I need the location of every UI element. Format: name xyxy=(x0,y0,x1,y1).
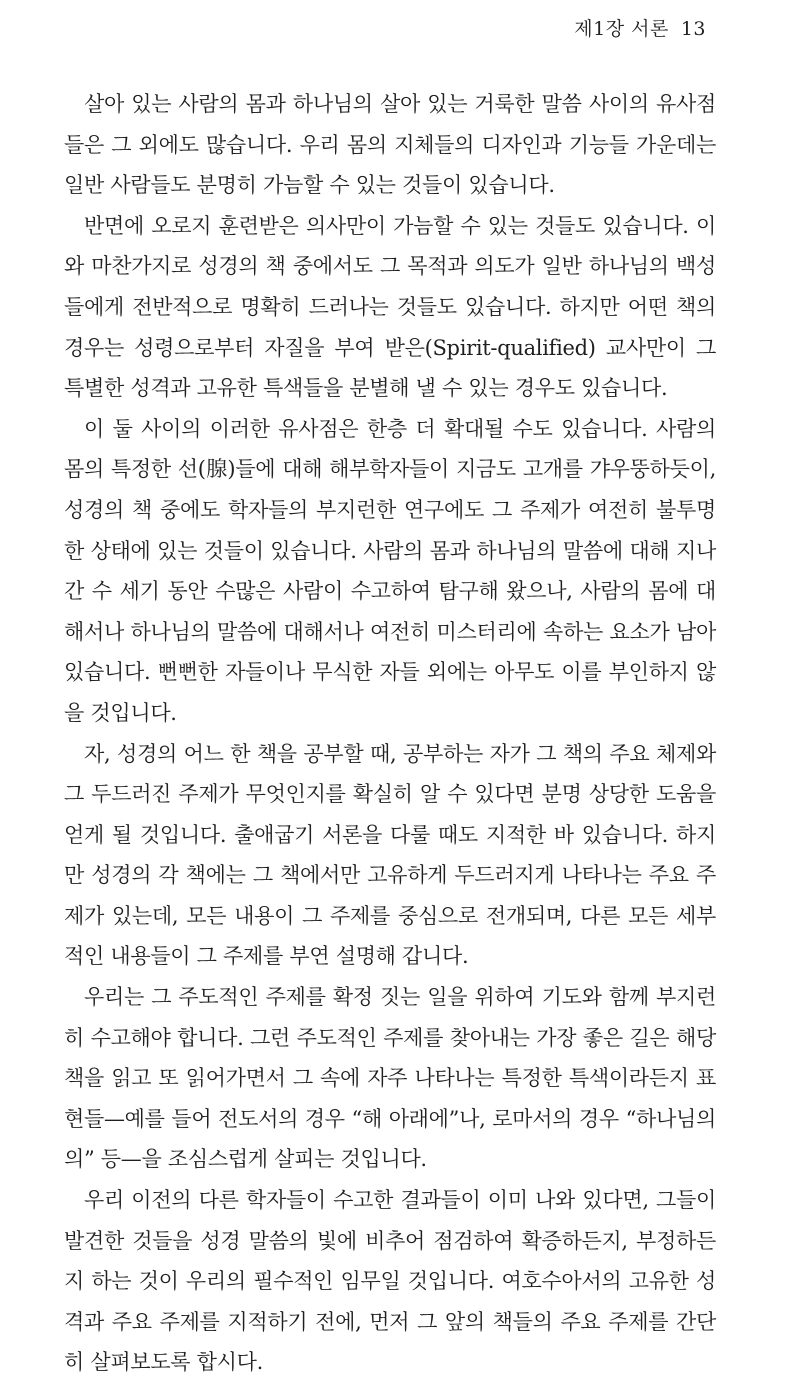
paragraph: 이 둘 사이의 이러한 유사점은 한층 더 확대될 수도 있습니다. 사람의 몸의 특정한 선(腺)들에 대해 해부학자들이 지금도 고개를 갸우뚱하듯이, 성경의 책 중에도 학자들의 부지런한 연구에도 그 주제가 여전히 불투명한 상태에 있는 것들이 있습니다. 사람의 몸과 하나님의 말씀에 대해 지나간 수 세기 동안 수많은 사람이 수고하여 탐구해 왔으나, 사람의 몸에 대해서나 하나님의 말씀에 대해서나 여전히 미스터리에 속하는 요소가 남아 있습니다. 뻔뻔한 자들이나 무식한 자들 외에는 아무도 이를 부인하지 않을 것입니다. xyxy=(64,416,716,725)
page-number: 13 xyxy=(680,18,706,40)
body-text xyxy=(64,84,716,1383)
paragraph: 우리는 그 주도적인 주제를 확정 짓는 일을 위하여 기도와 함께 부지런히 수고해야 합니다. 그런 주도적인 주제를 찾아내는 가장 좋은 길은 해당 책을 읽고 또 읽어가면서 그 속에 자주 나타나는 특정한 특색이라든지 표현들—예를 들어 전도서의 경우 “해 아래에”나, 로마서의 경우 “하나님의 의” 등—을 조심스럽게 살피는 것입니다. xyxy=(64,985,716,1172)
running-header xyxy=(574,14,706,41)
paragraph: 살아 있는 사람의 몸과 하나님의 살아 있는 거룩한 말씀 사이의 유사점들은 그 외에도 많습니다. 우리 몸의 지체들의 디자인과 기능들 가운데는 일반 사람들도 분명히 가늠할 수 있는 것들이 있습니다. xyxy=(64,92,716,198)
paragraph: 우리 이전의 다른 학자들이 수고한 결과들이 이미 나와 있다면, 그들이 발견한 것들을 성경 말씀의 빛에 비추어 점검하여 확증하든지, 부정하든지 하는 것이 우리의 필수적인 임무일 것입니다. 여호수아서의 고유한 성격과 주요 주제를 지적하기 전에, 먼저 그 앞의 책들의 주요 주제를 간단히 살펴보도록 합시다. xyxy=(64,1188,716,1375)
paragraph: 자, 성경의 어느 한 책을 공부할 때, 공부하는 자가 그 책의 주요 체제와 그 두드러진 주제가 무엇인지를 확실히 알 수 있다면 분명 상당한 도움을 얻게 될 것입니다. 출애굽기 서론을 다룰 때도 지적한 바 있습니다. 하지만 성경의 각 책에는 그 책에서만 고유하게 두드러지게 나타나는 주요 주제가 있는데, 모든 내용이 그 주제를 중심으로 전개되며, 다른 모든 세부적인 내용들이 그 주제를 부연 설명해 갑니다. xyxy=(64,741,716,969)
chapter-title: 제1장 서론 xyxy=(574,18,669,40)
paragraph: 반면에 오로지 훈련받은 의사만이 가늠할 수 있는 것들도 있습니다. 이와 마찬가지로 성경의 책 중에서도 그 목적과 의도가 일반 하나님의 백성들에게 전반적으로 명확히 드러나는 것들도 있습니다. 하지만 어떤 책의 경우는 성령으로부터 자질을 부여 받은(Spirit-qualified) 교사만이 그 특별한 성격과 고유한 특색들을 분별해 낼 수 있는 경우도 있습니다. xyxy=(64,213,716,401)
